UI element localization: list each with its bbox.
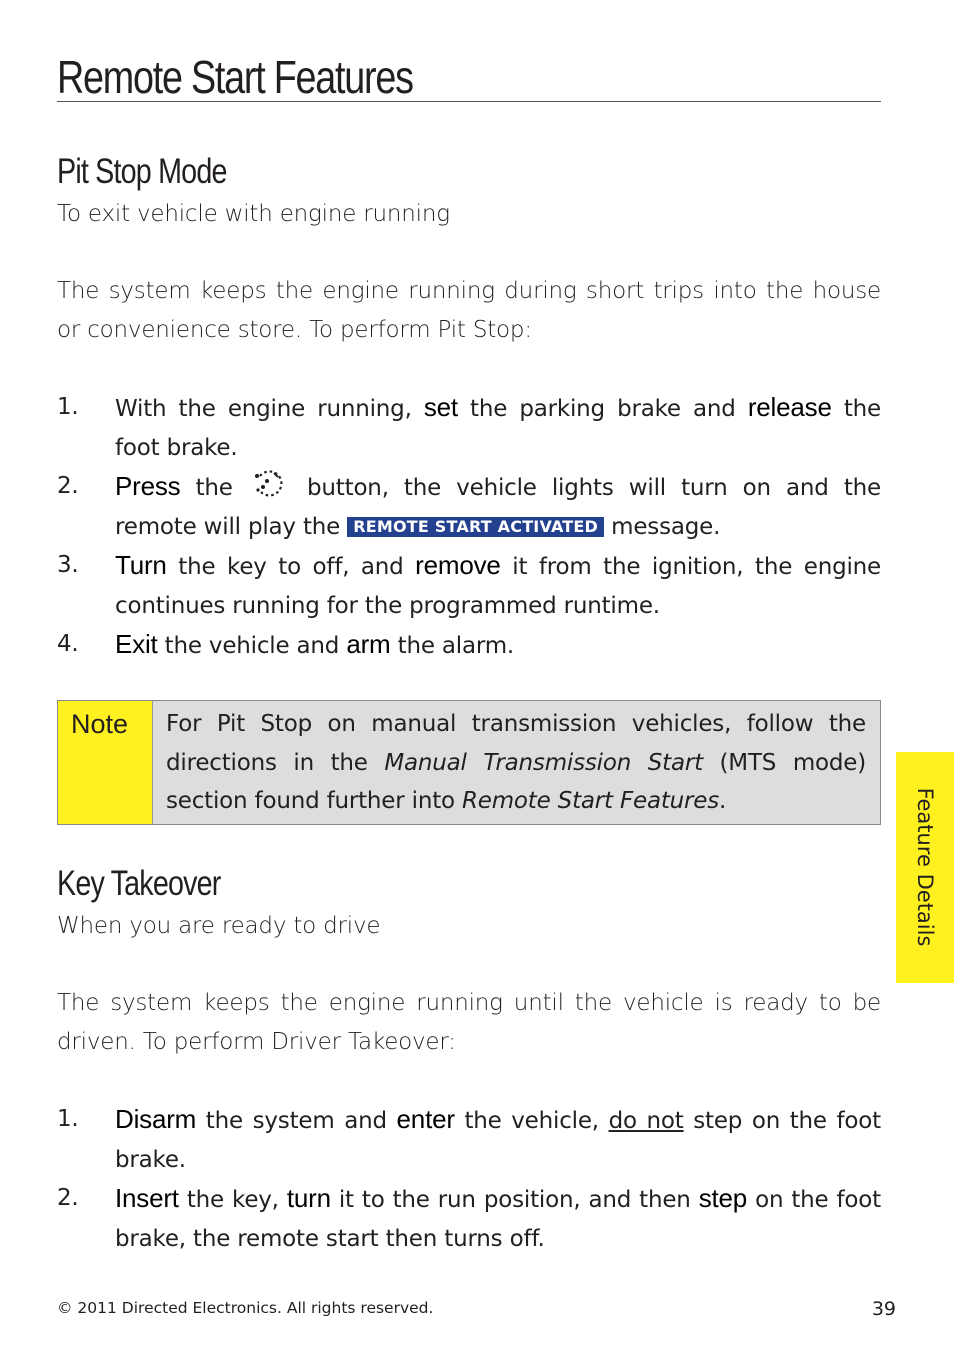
step-text xyxy=(115,1183,881,1252)
note-text-part: . xyxy=(719,788,727,814)
keyword: remove xyxy=(415,550,501,580)
keyword: release xyxy=(747,392,832,422)
keyword: Insert xyxy=(115,1183,179,1213)
step-number: 2. xyxy=(57,473,79,499)
step-text xyxy=(115,392,881,461)
text-run: the foot brake. xyxy=(115,396,881,461)
keyword: Press xyxy=(115,471,181,501)
text-run: the vehicle, xyxy=(454,1108,609,1134)
keyword: arm xyxy=(346,629,391,659)
pit-stop-step-1 xyxy=(57,388,881,467)
pit-stop-intro: The system keeps the engine running during short trips into the house or convenience store. To perform Pit Stop: xyxy=(57,278,881,343)
pit-stop-subtitle: To exit vehicle with engine running xyxy=(57,201,450,227)
keyword: set xyxy=(423,392,458,422)
side-tab-label: Feature Details xyxy=(913,787,937,947)
note-text-part: (MTS mode) section found further into xyxy=(166,749,867,814)
pit-stop-step-2 xyxy=(57,467,881,546)
pit-stop-steps xyxy=(57,388,881,666)
step-number: 1. xyxy=(57,394,79,420)
keyword: enter xyxy=(396,1104,455,1134)
step-number: 4. xyxy=(57,631,79,657)
step-number: 3. xyxy=(57,552,79,578)
text-run: the system and xyxy=(196,1108,397,1134)
step-text xyxy=(115,629,515,659)
note-italic-part: Remote Start Features xyxy=(462,788,720,814)
note-text xyxy=(153,701,880,824)
text-run: step on the foot brake. xyxy=(115,1108,881,1173)
text-run: it from the ignition, the engine continues running for the programmed runtime. xyxy=(115,554,881,619)
key-takeover-step-2 xyxy=(57,1179,881,1258)
step-text: the xyxy=(180,475,248,501)
note-text-part: For Pit Stop on manual transmission vehicles, follow the directions in the xyxy=(166,711,866,776)
underlined-text: do not xyxy=(608,1108,684,1134)
remote-start-activated-badge: REMOTE START ACTIVATED xyxy=(347,517,604,537)
remote-start-icon xyxy=(252,467,286,499)
key-takeover-steps xyxy=(57,1100,881,1258)
keyword: step xyxy=(698,1183,748,1213)
note-label: Note xyxy=(58,701,153,824)
side-tab[interactable] xyxy=(896,752,954,983)
key-takeover-step-1 xyxy=(57,1100,881,1179)
keyword: turn xyxy=(286,1183,331,1213)
pit-stop-step-3 xyxy=(57,546,881,625)
text-run: the key to off, and xyxy=(166,554,416,580)
note-italic-part: Manual Transmission Start xyxy=(384,749,703,776)
key-takeover-intro: The system keeps the engine running until the vehicle is ready to be driven. To perform Driver Takeover: xyxy=(57,990,881,1055)
note-box xyxy=(57,700,881,825)
pit-stop-step-4 xyxy=(57,625,881,666)
step-number: 2. xyxy=(57,1185,79,1211)
page-number: 39 xyxy=(871,1298,896,1320)
page-title: Remote Start Features xyxy=(57,52,881,102)
text-run: it to the run position, and then xyxy=(330,1187,699,1213)
step-text xyxy=(115,550,881,619)
keyword: Disarm xyxy=(115,1104,197,1134)
section-heading-key-takeover: Key Takeover xyxy=(57,864,221,903)
text-run: the alarm. xyxy=(390,633,515,659)
footer-copyright: © 2011 Directed Electronics. All rights reserved. xyxy=(57,1299,434,1317)
text-run: the key, xyxy=(178,1187,287,1213)
keyword: Turn xyxy=(115,550,167,580)
keyword: Exit xyxy=(115,629,158,659)
step-text: button, the vehicle lights will turn on and the remote will play the xyxy=(115,475,881,540)
text-run: the vehicle and xyxy=(157,633,347,659)
text-run: With the engine running, xyxy=(115,396,424,422)
key-takeover-subtitle: When you are ready to drive xyxy=(57,913,381,939)
step-number: 1. xyxy=(57,1106,79,1132)
text-run: the parking brake and xyxy=(457,396,748,422)
text-run: on the foot brake, the remote start then turns off. xyxy=(115,1187,881,1252)
step-text xyxy=(115,1104,881,1173)
step-text: message. xyxy=(604,513,721,540)
section-heading-pit-stop: Pit Stop Mode xyxy=(57,152,227,191)
